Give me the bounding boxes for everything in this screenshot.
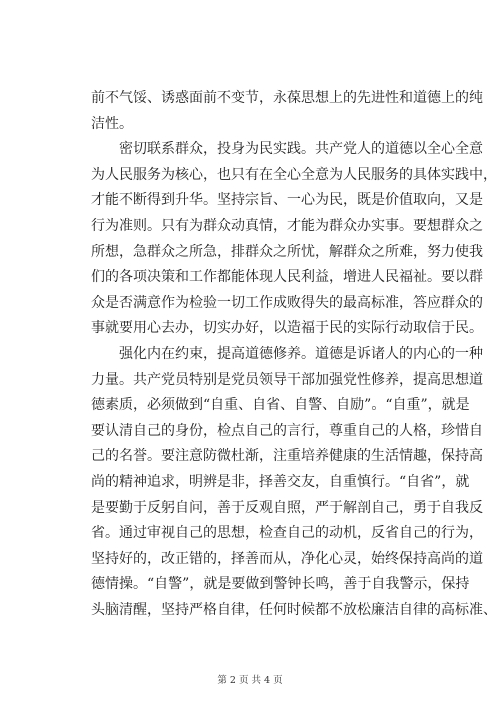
text-line: 坚持好的，改正错的，择善而从，净化心灵，始终保持高尚的道 xyxy=(91,550,483,567)
text-line: 德素质，必须做到“自重、自省、自警、自励”。“自重”，就是 xyxy=(91,397,470,414)
body-text xyxy=(91,86,497,623)
text-line: 头脑清醒，坚持严格自律，任何时候都不放松廉洁自律的高标准、 xyxy=(91,601,497,618)
text-line: 行为准则。只有为群众动真情，才能为群众办实事。要想群众之 xyxy=(91,217,483,234)
paragraph-start-line: 密切联系群众，投身为民实践。共产党人的道德以全心全意 xyxy=(119,141,483,158)
text-line: 所想，急群众之所急，排群众之所忧，解群众之所难，努力使我 xyxy=(91,243,483,260)
text-line: 事就要用心去办，切实办好，以造福于民的实际行动取信于民。 xyxy=(91,320,483,337)
paragraph-start-line: 强化内在约束，提高道德修养。道德是诉诸人的内心的一种 xyxy=(119,345,483,362)
text-line: 是要勤于反躬自问，善于反观自照，严于解剖自己，勇于自我反 xyxy=(91,499,483,516)
text-line: 为人民服务为核心，也只有在全心全意为人民服务的具体实践中， xyxy=(91,166,497,183)
text-line: 己的名誉。要注意防微杜渐，注重培养健康的生活情趣，保持高 xyxy=(91,448,483,465)
text-line: 尚的精神追求，明辨是非，择善交友，自重慎行。“自省”，就 xyxy=(91,473,470,490)
text-line: 洁性。 xyxy=(91,115,133,132)
page-footer: 第 2 页 共 4 页 xyxy=(217,675,283,686)
text-line: 要认清自己的身份，检点自己的言行，尊重自己的人格，珍惜自 xyxy=(91,422,483,439)
text-line: 省。通过审视自己的思想，检查自己的动机，反省自己的行为， xyxy=(91,525,483,542)
text-line: 们的各项决策和工作都能体现人民利益，增进人民福祉。要以群 xyxy=(91,269,483,286)
text-line: 才能不断得到升华。坚持宗旨、一心为民，既是价值取向，又是 xyxy=(91,192,483,209)
text-line: 德情操。“自警”，就是要做到警钟长鸣，善于自我警示，保持 xyxy=(91,576,470,593)
text-line: 力量。共产党员特别是党员领导干部加强党性修养，提高思想道 xyxy=(91,371,483,388)
text-line: 前不气馁、诱惑面前不变节，永葆思想上的先进性和道德上的纯 xyxy=(91,90,483,106)
text-line: 众是否满意作为检验一切工作成败得失的最高标准，答应群众的 xyxy=(91,294,483,311)
